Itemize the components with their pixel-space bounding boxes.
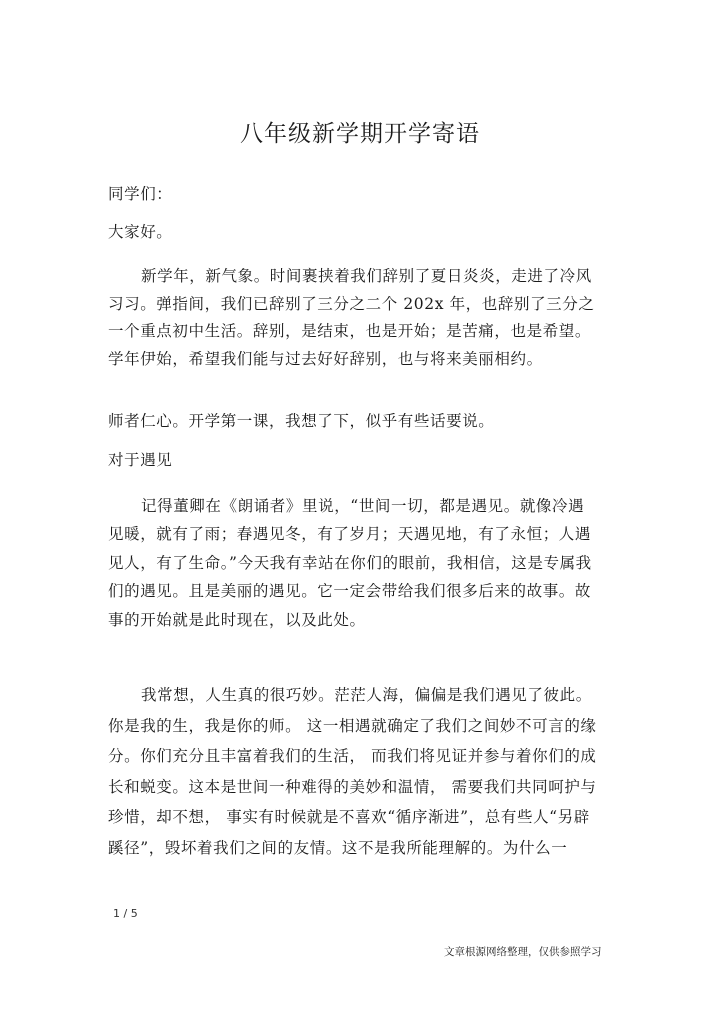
salutation: 同学们：	[108, 185, 173, 203]
document-title: 八年级新学期开学寄语	[240, 121, 480, 147]
paragraph-life-is-wonderful: 我常想，人生真的很巧妙。茫茫人海，偏偏是我们遇见了彼此。你是我的生，我是你的师。 这一相遇就确定了我们之间妙不可言的缘分。你们充分且丰富着我们的生活， 而我们将见证并参与着你们的成长和蜕变。这本是世间一种难得的美妙和温情， 需要我们共同呵护与珍惜，却不想， 事实有时候就是不喜欢“循序渐进”，总有些人“另辟蹊径”，毁坏着我们之间的友情。这不是我所能理解的。为什么一	[108, 686, 597, 857]
footer-note: 文章根源网络整理，仅供参照学习	[444, 946, 602, 958]
greeting: 大家好。	[108, 223, 173, 241]
paragraph-new-term: 新学年，新气象。时间裹挟着我们辞别了夏日炎炎，走进了冷风习习。弹指间，我们已辞别了三分之二个 202x 年，也辞别了三分之一个重点初中生活。辞别，是结束，也是开始；是苦痛，也是希望。学年伊始，希望我们能与过去好好辞别，也与将来美丽相约。	[108, 267, 595, 368]
section-heading-encounter: 对于遇见	[108, 451, 173, 469]
paragraph-dong-qing-quote: 记得董卿在《朗诵者》里说，“世间一切，都是遇见。就像冷遇见暖，就有了雨；春遇见冬，有了岁月；天遇见地，有了永恒；人遇见人，有了生命。”今天我有幸站在你们的眼前，我相信，这是专属我们的遇见。且是美丽的遇见。它一定会带给我们很多后来的故事。故事的开始就是此时现在，以及此处。	[108, 497, 592, 629]
paragraph-teacher-heart: 师者仁心。开学第一课，我想了下，似乎有些话要说。	[108, 412, 495, 430]
page-number: 1 / 5	[113, 907, 138, 920]
